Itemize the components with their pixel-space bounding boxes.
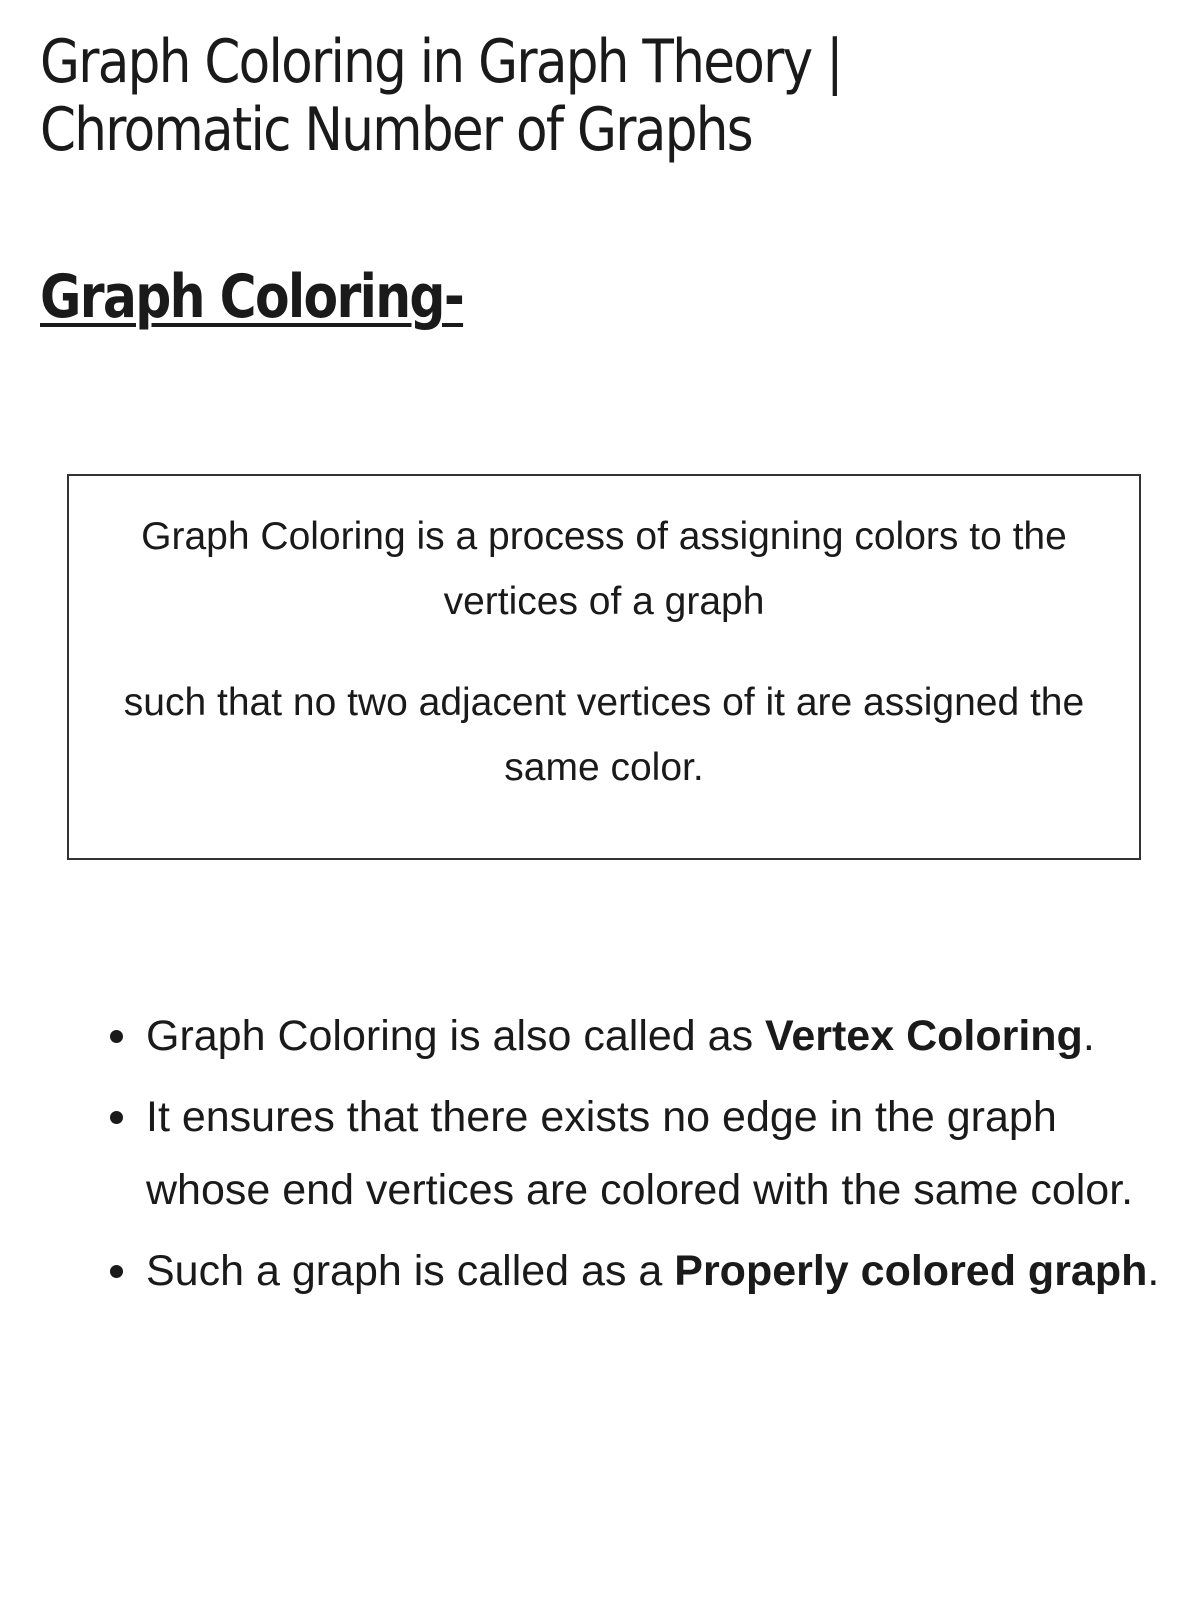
page-title — [40, 28, 986, 164]
page-title-line-2: Chromatic Number of Graphs — [40, 95, 752, 165]
page-title-line-1: Graph Coloring in Graph Theory | — [40, 27, 842, 97]
bullet-text-end: . — [1082, 1012, 1095, 1060]
bullet-bold-term: Vertex Coloring — [765, 1012, 1083, 1060]
definition-line-2: such that no two adjacent vertices of it are assigned the same color. — [123, 681, 1085, 789]
definition-line-1: Graph Coloring is a process of assigning colors to the vertices of a graph — [141, 515, 1067, 623]
bullet-list — [0, 1000, 1200, 1316]
bullet-item-edge-rule — [0, 1081, 1200, 1227]
bullet-dot-icon — [110, 1030, 123, 1043]
bullet-dot-icon — [110, 1111, 123, 1124]
bullet-text: Graph Coloring is also called as — [146, 1012, 766, 1060]
bullet-text: It ensures that there exists no edge in the graph whose end vertices are colored with the same color. — [146, 1093, 1134, 1214]
section-heading: Graph Coloring- — [40, 262, 464, 332]
bullet-dot-icon — [110, 1265, 123, 1278]
bullet-item-vertex-coloring — [0, 1000, 1200, 1073]
bullet-text-end: . — [1147, 1247, 1160, 1295]
bullet-item-properly-colored — [0, 1235, 1200, 1308]
definition-box — [67, 474, 1141, 860]
bullet-text: Such a graph is called as a — [146, 1247, 675, 1295]
bullet-bold-term: Properly colored graph — [674, 1247, 1148, 1295]
